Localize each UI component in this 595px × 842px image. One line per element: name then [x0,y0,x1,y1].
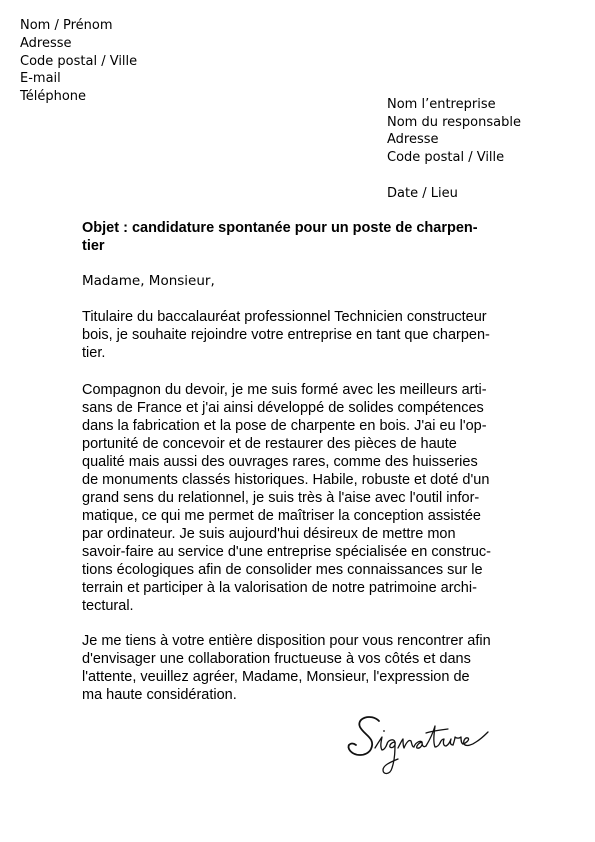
sender-address-block [20,17,137,106]
salutation: Madame, Monsieur, [82,273,215,289]
paragraph-line: ma haute considération. [82,687,237,703]
handwritten-signature [345,712,495,784]
paragraph-line: Titulaire du baccalauréat professionnel Technicien constructeur [82,309,487,325]
paragraph-line: l'attente, veuillez agréer, Madame, Monsieur, l'expression de [82,669,470,685]
paragraph-line: qualité mais aussi des ouvrages rares, comme des huisseries [82,454,478,470]
recipient-address-block [387,96,521,166]
paragraph-line: sans de France et j'ai ainsi développé de solides compétences [82,400,484,416]
date-place: Date / Lieu [387,186,458,201]
recipient-manager: Nom du responsable [387,114,521,130]
letter-subject [82,219,512,255]
paragraph-introduction [82,308,490,362]
recipient-postal-city: Code postal / Ville [387,149,505,165]
paragraph-line: tions écologiques afin de consolider mes connaissances sur le [82,562,483,578]
paragraph-line: par ordinateur. Je suis aujourd'hui désireux de mettre mon [82,526,456,542]
paragraph-line: Je me tiens à votre entière disposition pour vous rencontrer afin [82,633,491,649]
paragraph-line: terrain et participer à la valorisation de notre patrimoine archi- [82,580,477,596]
paragraph-line: grand sens du relationnel, je suis très à l'aise avec l'outil infor- [82,490,480,506]
paragraph-line: d'envisager une collaboration fructueuse à vos côtés et dans [82,651,471,667]
paragraph-line: Compagnon du devoir, je me suis formé avec les meilleurs arti- [82,382,487,398]
paragraph-experience [82,381,491,615]
recipient-address: Adresse [387,132,439,147]
paragraph-line: portunité de concevoir et de restaurer des pièces de haute [82,436,457,452]
sender-name: Nom / Prénom [20,18,113,33]
paragraph-line: de monuments classés historiques. Habile, robuste et doté d'un [82,472,490,488]
sender-postal-city: Code postal / Ville [20,53,138,69]
paragraph-closing [82,632,491,704]
paragraph-line: matique, ce qui me permet de maîtriser la conception assistée [82,508,481,524]
paragraph-line: savoir-faire au service d'une entreprise spécialisée en construc- [82,544,491,560]
paragraph-line: bois, je souhaite rejoindre votre entreprise en tant que charpen- [82,327,490,343]
recipient-company: Nom l’entreprise [387,97,496,112]
subject-line: tier [82,238,105,254]
sender-phone: Téléphone [20,89,87,105]
paragraph-line: dans la fabrication et la pose de charpente en bois. J'ai eu l'op- [82,418,487,434]
paragraph-line: tectural. [82,598,134,614]
sender-address: Adresse [20,35,72,51]
sender-email: E-mail [20,71,61,87]
paragraph-line: tier. [82,345,106,361]
subject-line: Objet : candidature spontanée pour un poste de charpen- [82,220,478,236]
